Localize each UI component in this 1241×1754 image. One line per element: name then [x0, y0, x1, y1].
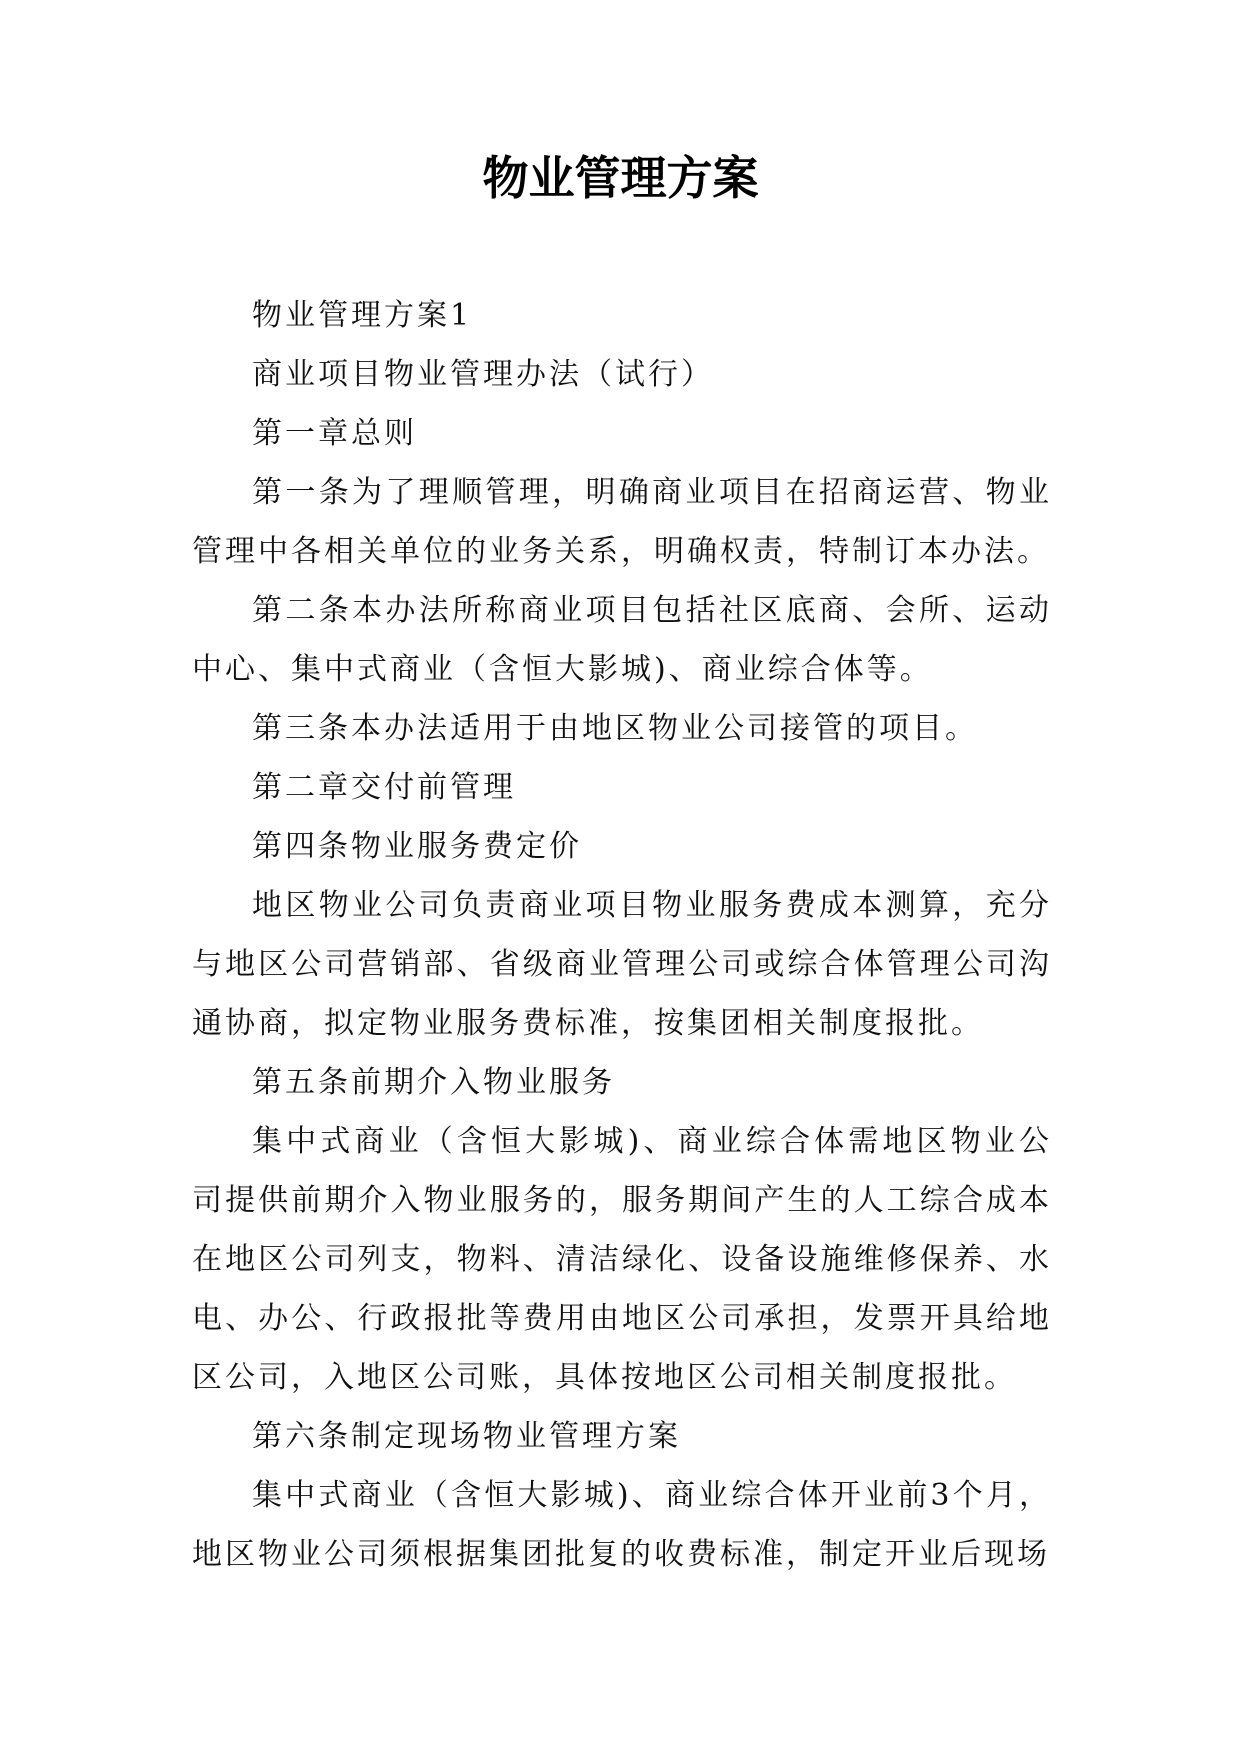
paragraph: 集中式商业（含恒大影城)、商业综合体需地区物业公司提供前期介入物业服务的，服务期间产生的人工综合成本在地区公司列支，物料、清洁绿化、设备设施维修保养、水电、办公、行政报批等费用由地区公司承担，发票开具给地区公司，入地区公司账，具体按地区公司相关制度报批。 [192, 1124, 1052, 1395]
paragraph: 第五条前期介入物业服务 [252, 1065, 615, 1100]
paragraph: 第六条制定现场物业管理方案 [252, 1419, 681, 1454]
document-body [192, 286, 1052, 1584]
paragraph: 第二章交付前管理 [252, 770, 516, 805]
paragraph: 第四条物业服务费定价 [252, 829, 582, 864]
paragraph: 第二条本办法所称商业项目包括社区底商、会所、运动中心、集中式商业（含恒大影城)、商业综合体等。 [192, 593, 1052, 687]
paragraph: 物业管理方案1 [252, 298, 473, 333]
document-title: 物业管理方案 [482, 151, 759, 205]
paragraph: 第三条本办法适用于由地区物业公司接管的项目。 [252, 711, 978, 746]
paragraph: 集中式商业（含恒大影城)、商业综合体开业前3个月，地区物业公司须根据集团批复的收费标准，制定开业后现场 [192, 1478, 1052, 1572]
paragraph: 地区物业公司负责商业项目物业服务费成本测算，充分与地区公司营销部、省级商业管理公司或综合体管理公司沟通协商，拟定物业服务费标准，按集团相关制度报批。 [192, 888, 1052, 1041]
paragraph: 第一条为了理顺管理，明确商业项目在招商运营、物业管理中各相关单位的业务关系，明确权责，特制订本办法。 [192, 475, 1052, 569]
paragraph: 第一章总则 [252, 416, 417, 451]
paragraph: 商业项目物业管理办法（试行） [252, 357, 714, 392]
